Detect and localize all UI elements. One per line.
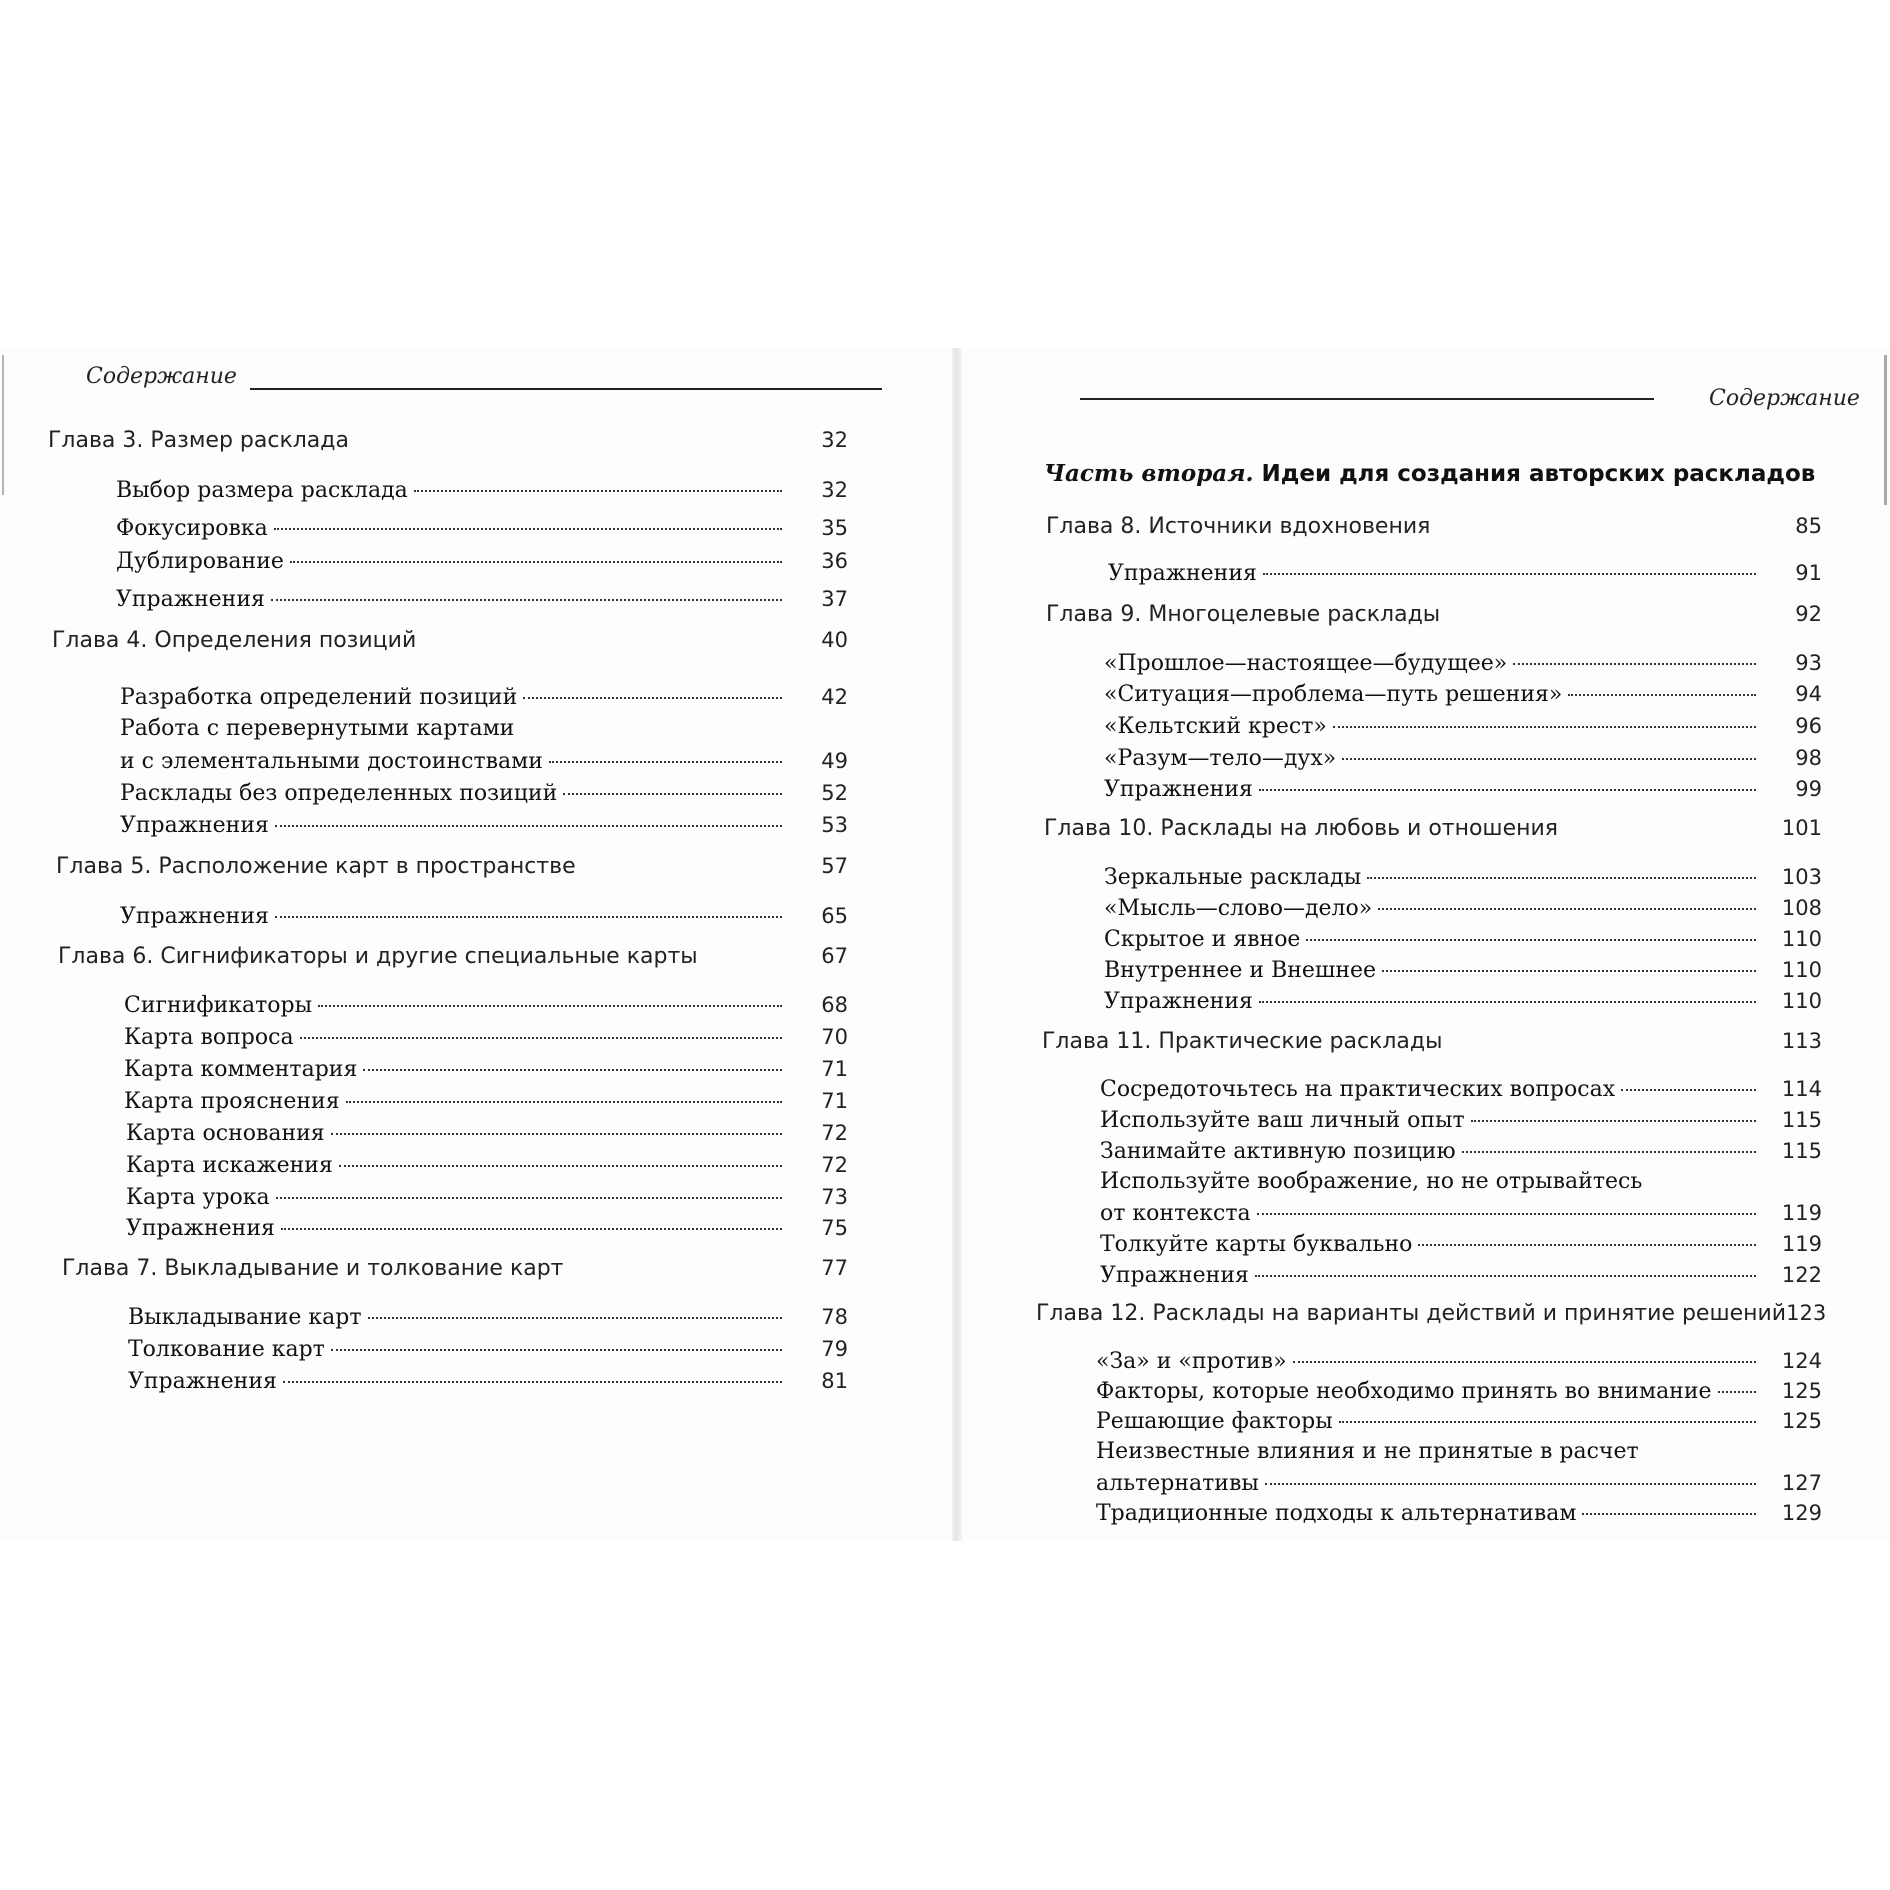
toc-entry [1104, 774, 1822, 805]
entry-page: 49 [821, 749, 848, 773]
chapter-title: Глава 12. Расклады на варианты действий и принятие решений [1036, 1301, 1787, 1326]
dot-leader [1378, 908, 1756, 910]
entry-title: Сосредоточьтесь на практических вопросах [1100, 1077, 1616, 1102]
entry-page: 71 [821, 1089, 848, 1113]
toc-entry [120, 746, 848, 777]
entry-page: 79 [821, 1337, 848, 1361]
toc-entry [124, 1022, 848, 1053]
dot-leader [1259, 1001, 1756, 1003]
entry-title: «Прошлое—настоящее—будущее» [1104, 651, 1508, 676]
dot-leader [339, 1165, 782, 1167]
entry-page: 75 [821, 1216, 848, 1240]
left-page [0, 348, 950, 1541]
toc-chapter [58, 944, 848, 969]
entry-title: Упражнения [1108, 561, 1257, 586]
dot-leader [276, 1197, 782, 1199]
toc-entry [124, 1054, 848, 1085]
entry-page: 78 [821, 1305, 848, 1329]
entry-title: Карта комментария [124, 1057, 358, 1082]
chapter-page: 113 [1781, 1029, 1822, 1053]
chapter-page: 67 [821, 944, 848, 968]
dot-leader [1418, 1244, 1756, 1246]
entry-title: Карта вопроса [124, 1025, 294, 1050]
dot-leader [1513, 663, 1756, 665]
entry-page: 99 [1795, 777, 1822, 801]
toc-entry [1104, 648, 1822, 679]
toc-chapter [1036, 1301, 1827, 1326]
entry-title: Упражнения [1104, 989, 1253, 1014]
toc-chapter [1042, 1029, 1822, 1054]
entry-title: Выкладывание карт [128, 1305, 362, 1330]
dot-leader [274, 528, 782, 530]
entry-title: «Ситуация—проблема—путь решения» [1104, 682, 1563, 707]
toc-entry [124, 990, 848, 1021]
dot-leader [414, 490, 782, 492]
entry-page: 93 [1795, 651, 1822, 675]
toc-entry [1104, 893, 1822, 924]
entry-title: Карта искажения [126, 1153, 333, 1178]
running-head: Содержание [1709, 386, 1860, 411]
entry-page: 96 [1795, 714, 1822, 738]
entry-title: Упражнения [120, 904, 269, 929]
entry-title-continued: альтернативы [1096, 1471, 1259, 1496]
dot-leader [275, 916, 782, 918]
entry-page: 42 [821, 685, 848, 709]
entry-title: Упражнения [126, 1216, 275, 1241]
entry-page: 119 [1781, 1201, 1822, 1225]
dot-leader [1339, 1421, 1756, 1423]
entry-title: Неизвестные влияния и не принятые в расчет [1096, 1439, 1639, 1464]
header-rule [1080, 398, 1654, 400]
dot-leader [318, 1005, 782, 1007]
dot-leader [1259, 789, 1756, 791]
dot-leader [1263, 573, 1756, 575]
toc-chapter [1046, 514, 1822, 539]
entry-title: Традиционные подходы к альтернативам [1096, 1501, 1577, 1526]
entry-page: 81 [821, 1369, 848, 1393]
entry-title: «Разум—тело—дух» [1104, 746, 1337, 771]
toc-entry [1100, 1105, 1822, 1136]
entry-title-continued: и с элементальными достоинствами [120, 749, 543, 774]
toc-entry [1096, 1468, 1822, 1499]
toc-entry [126, 1118, 848, 1149]
toc-entry-line1 [120, 714, 848, 744]
toc-entry [126, 1150, 848, 1181]
chapter-title: Глава 10. Расклады на любовь и отношения [1044, 816, 1559, 841]
toc-entry-line1 [1100, 1167, 1822, 1197]
entry-title: Расклады без определенных позиций [120, 781, 558, 806]
entry-title: Карта урока [126, 1185, 270, 1210]
entry-page: 129 [1781, 1501, 1822, 1525]
entry-title: Внутреннее и Внешнее [1104, 958, 1377, 983]
dot-leader [1367, 877, 1756, 879]
toc-entry [1100, 1229, 1822, 1260]
entry-page: 110 [1781, 958, 1822, 982]
dot-leader [1265, 1483, 1756, 1485]
toc-entry [1104, 711, 1822, 742]
entry-title: Решающие факторы [1096, 1409, 1333, 1434]
toc-entry [128, 1366, 848, 1397]
entry-page: 72 [821, 1153, 848, 1177]
toc-entry [1100, 1260, 1822, 1291]
toc-entry [1108, 558, 1822, 589]
entry-page: 110 [1781, 989, 1822, 1013]
toc-entry [120, 682, 848, 713]
entry-title: Упражнения [1104, 777, 1253, 802]
entry-title: Сигнификаторы [124, 993, 313, 1018]
right-page [964, 348, 1890, 1541]
chapter-page: 123 [1786, 1301, 1827, 1325]
entry-title: Дублирование [116, 549, 284, 574]
chapter-title: Глава 4. Определения позиций [52, 628, 417, 653]
chapter-page: 57 [821, 854, 848, 878]
dot-leader [331, 1349, 782, 1351]
chapter-title: Глава 11. Практические расклады [1042, 1029, 1443, 1054]
toc-entry [1104, 743, 1822, 774]
chapter-page: 32 [821, 428, 848, 452]
dot-leader [1471, 1120, 1756, 1122]
dot-leader [300, 1037, 782, 1039]
entry-page: 115 [1781, 1139, 1822, 1163]
dot-leader [1293, 1361, 1756, 1363]
entry-title: Фокусировка [116, 516, 268, 541]
entry-page: 71 [821, 1057, 848, 1081]
entry-page: 73 [821, 1185, 848, 1209]
chapter-page: 101 [1781, 816, 1822, 840]
entry-page: 53 [821, 813, 848, 837]
entry-title: Выбор размера расклада [116, 478, 408, 503]
dot-leader [1621, 1089, 1756, 1091]
chapter-page: 92 [1795, 602, 1822, 626]
dot-leader [281, 1228, 782, 1230]
toc-entry [1104, 986, 1822, 1017]
entry-title: Толкуйте карты буквально [1100, 1232, 1413, 1257]
dot-leader [275, 825, 782, 827]
book-gutter [952, 348, 962, 1541]
entry-page: 115 [1781, 1108, 1822, 1132]
toc-entry [120, 810, 848, 841]
toc-entry-line1 [1096, 1437, 1822, 1467]
entry-page: 36 [821, 549, 848, 573]
chapter-title: Глава 3. Размер расклада [48, 428, 349, 453]
dot-leader [1333, 726, 1756, 728]
dot-leader [346, 1101, 782, 1103]
entry-page: 103 [1781, 865, 1822, 889]
chapter-page: 40 [821, 628, 848, 652]
entry-page: 32 [821, 478, 848, 502]
toc-entry [126, 1213, 848, 1244]
entry-title: «За» и «против» [1096, 1349, 1287, 1374]
dot-leader [290, 561, 782, 563]
entry-title: Упражнения [1100, 1263, 1249, 1288]
toc-entry [1096, 1498, 1822, 1529]
header-rule [250, 388, 882, 390]
entry-title: «Мысль—слово—дело» [1104, 896, 1373, 921]
dot-leader [1568, 694, 1756, 696]
entry-title: Карта основания [126, 1121, 325, 1146]
entry-title: Зеркальные расклады [1104, 865, 1362, 890]
toc-entry [128, 1334, 848, 1365]
toc-entry [126, 1182, 848, 1213]
dot-leader [368, 1317, 782, 1319]
entry-page: 124 [1781, 1349, 1822, 1373]
toc-entry [116, 513, 848, 544]
toc-chapter [56, 854, 848, 879]
toc-entry [1096, 1376, 1822, 1407]
entry-title: Упражнения [120, 813, 269, 838]
dot-leader [549, 761, 782, 763]
entry-page: 119 [1781, 1232, 1822, 1256]
entry-title: Толкование карт [128, 1337, 325, 1362]
toc-chapter [1044, 816, 1822, 841]
toc-entry [120, 778, 848, 809]
entry-page: 70 [821, 1025, 848, 1049]
toc-entry [120, 901, 848, 932]
entry-title: Работа с перевернутыми картами [120, 716, 515, 741]
dot-leader [1718, 1391, 1756, 1393]
toc-chapter [62, 1256, 848, 1281]
entry-page: 108 [1781, 896, 1822, 920]
dot-leader [1255, 1275, 1756, 1277]
dot-leader [1382, 970, 1756, 972]
entry-title-continued: от контекста [1100, 1201, 1251, 1226]
entry-title: Скрытое и явное [1104, 927, 1301, 952]
dot-leader [1582, 1513, 1756, 1515]
entry-page: 125 [1781, 1379, 1822, 1403]
toc-chapter [48, 428, 848, 453]
entry-title: Упражнения [116, 587, 265, 612]
toc-entry [1100, 1074, 1822, 1105]
dot-leader [1342, 758, 1756, 760]
entry-page: 52 [821, 781, 848, 805]
toc-entry [1104, 862, 1822, 893]
part-label: Часть вторая. [1044, 460, 1254, 487]
entry-title: «Кельтский крест» [1104, 714, 1327, 739]
entry-page: 98 [1795, 746, 1822, 770]
entry-title: Карта прояснения [124, 1089, 340, 1114]
entry-page: 68 [821, 993, 848, 1017]
toc-entry [1104, 679, 1822, 710]
chapter-page: 85 [1795, 514, 1822, 538]
dot-leader [1257, 1213, 1756, 1215]
toc-entry [116, 475, 848, 506]
toc-entry [1100, 1198, 1822, 1229]
entry-title: Используйте воображение, но не отрывайтесь [1100, 1169, 1643, 1194]
entry-title: Разработка определений позиций [120, 685, 518, 710]
entry-title: Используйте ваш личный опыт [1100, 1108, 1465, 1133]
dot-leader [563, 793, 782, 795]
dot-leader [331, 1133, 782, 1135]
running-head: Содержание [86, 364, 237, 389]
toc-entry [1100, 1136, 1822, 1167]
toc-chapter [52, 628, 848, 653]
chapter-title: Глава 8. Источники вдохновения [1046, 514, 1431, 539]
toc-entry [1104, 924, 1822, 955]
toc-entry [116, 546, 848, 577]
entry-page: 37 [821, 587, 848, 611]
entry-page: 91 [1795, 561, 1822, 585]
chapter-title: Глава 5. Расположение карт в пространстве [56, 854, 576, 879]
dot-leader [363, 1069, 782, 1071]
entry-title: Занимайте активную позицию [1100, 1139, 1456, 1164]
entry-page: 94 [1795, 682, 1822, 706]
chapter-title: Глава 6. Сигнификаторы и другие специальные карты [58, 944, 698, 969]
toc-entry [1096, 1346, 1822, 1377]
entry-title: Упражнения [128, 1369, 277, 1394]
entry-title: Факторы, которые необходимо принять во внимание [1096, 1379, 1712, 1404]
toc-entry [124, 1086, 848, 1117]
entry-page: 65 [821, 904, 848, 928]
dot-leader [1306, 939, 1756, 941]
toc-entry [116, 584, 848, 615]
dot-leader [283, 1381, 782, 1383]
toc-entry [1104, 955, 1822, 986]
entry-page: 110 [1781, 927, 1822, 951]
dot-leader [1462, 1151, 1756, 1153]
toc-entry [128, 1302, 848, 1333]
chapter-title: Глава 9. Многоцелевые расклады [1046, 602, 1441, 627]
dot-leader [523, 697, 782, 699]
part-title: Идеи для создания авторских раскладов [1253, 461, 1816, 487]
entry-page: 127 [1781, 1471, 1822, 1495]
part-heading [1044, 460, 1815, 487]
toc-chapter [1046, 602, 1822, 627]
dot-leader [271, 599, 782, 601]
entry-page: 122 [1781, 1263, 1822, 1287]
chapter-page: 77 [821, 1256, 848, 1280]
toc-entry [1096, 1406, 1822, 1437]
entry-page: 35 [821, 516, 848, 540]
entry-page: 114 [1781, 1077, 1822, 1101]
chapter-title: Глава 7. Выкладывание и толкование карт [62, 1256, 564, 1281]
entry-page: 125 [1781, 1409, 1822, 1433]
entry-page: 72 [821, 1121, 848, 1145]
